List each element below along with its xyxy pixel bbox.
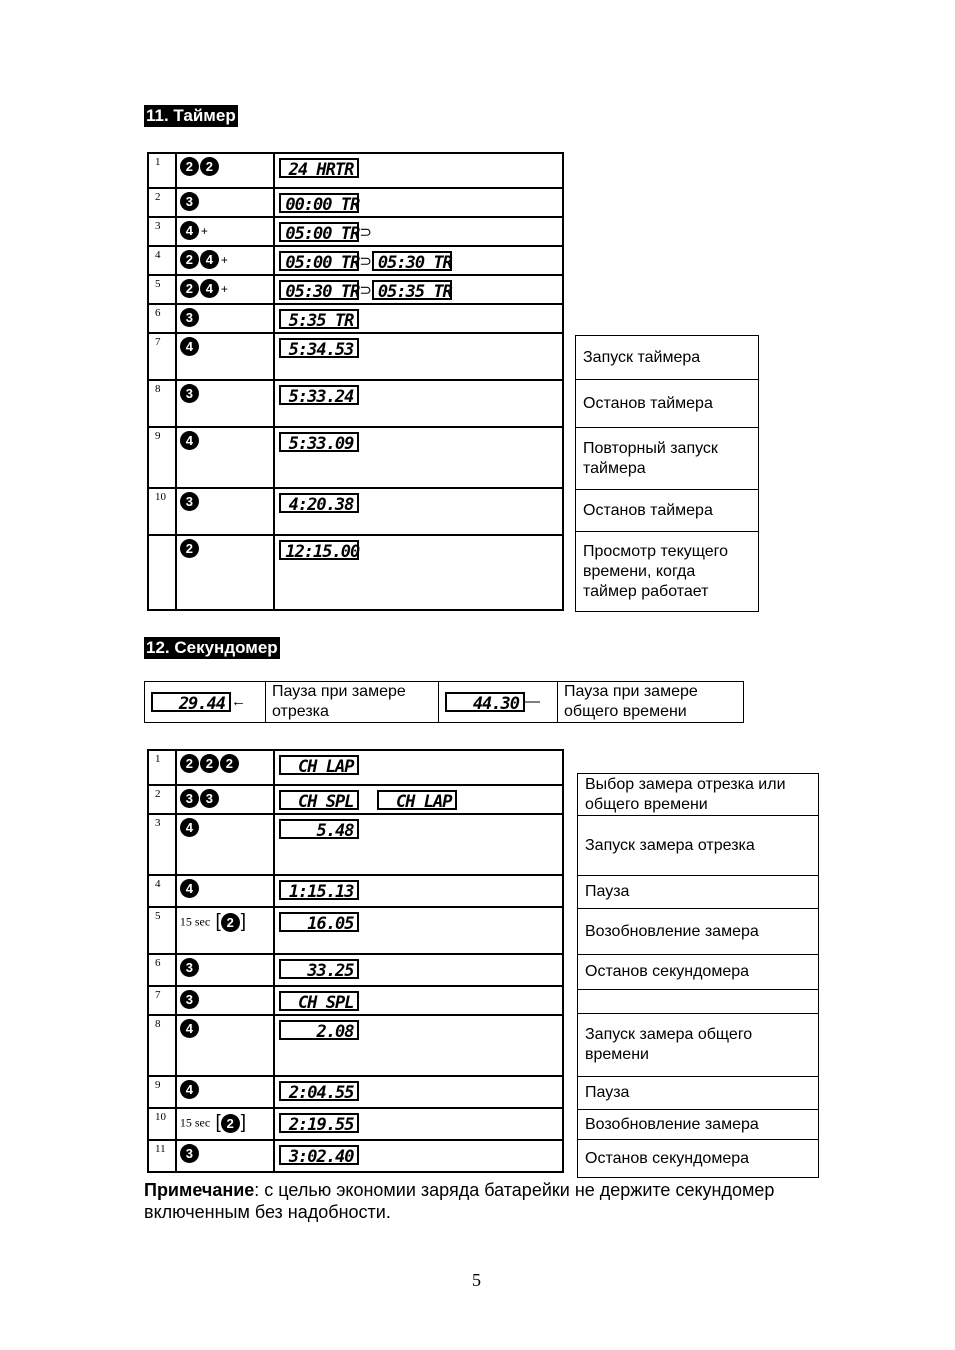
table-row [148,750,563,785]
button-3-icon: 3 [180,384,199,403]
button-4-icon: 4 [180,1019,199,1038]
description-row [576,532,759,612]
plus-icon: + [220,252,228,267]
interval-label: 15 sec [179,1115,211,1130]
left-arrow-icon: ← [231,692,246,710]
description-text: Останов секундомера [578,955,819,990]
step-display-cell [274,304,563,333]
stopwatch-descriptions-table [577,773,819,1178]
lcd-display: 5:34.53 [279,338,359,358]
step-display-cell [274,1108,563,1140]
lcd-display: 4:20.38 [279,493,359,513]
note-label: Примечание [144,1180,255,1200]
table-row [148,333,563,380]
description-text: Останов секундомера [578,1140,819,1178]
step-number: 5 [148,275,176,304]
button-2-icon: 2 [221,913,240,932]
description-row [578,774,819,816]
table-row [148,1108,563,1140]
lcd-display: 05:30 TR [279,280,359,300]
step-number: 1 [148,153,176,188]
description-row [576,336,759,380]
table-row [148,535,563,610]
step-number: 5 [148,907,176,954]
description-row [578,955,819,990]
description-text: Останов таймера [576,490,759,532]
lcd-display: 05:30 TR [372,251,452,271]
step-keys [176,188,274,217]
table-row [148,954,563,986]
lcd-display: 05:00 TR [279,251,359,271]
description-text: Возобновление замера [578,1110,819,1140]
step-number: 6 [148,304,176,333]
step-display-cell [274,488,563,535]
step-display-cell [274,246,563,275]
description-text [578,990,819,1014]
description-row [576,490,759,532]
button-3-icon: 3 [200,789,219,808]
lcd-display: 05:35 TR [372,280,452,300]
stopwatch-section-title: 12. Секундомер [146,638,278,657]
button-3-icon: 3 [180,308,199,327]
lcd-display: 1:15.13 [279,880,359,900]
button-2-icon: 2 [220,754,239,773]
page-number: 5 [472,1270,481,1290]
lcd-display: 00:00 TR [279,193,359,213]
table-row [148,1140,563,1172]
description-row [578,909,819,955]
step-number: 2 [148,785,176,814]
description-text: Просмотр текущего времени, когда таймер работает [576,532,759,612]
step-display-cell [274,750,563,785]
step-keys [176,380,274,427]
step-keys [176,275,274,304]
button-4-icon: 4 [200,250,219,269]
lcd-display: 44.30 [445,692,525,712]
lcd-display: 29.44 [151,692,231,712]
table-row [148,785,563,814]
lcd-display: 2.08 [279,1020,359,1040]
description-row [578,990,819,1014]
button-3-icon: 3 [180,492,199,511]
button-2-icon: 2 [221,1114,240,1133]
description-row [578,876,819,909]
step-display-cell [274,785,563,814]
step-display-cell [274,1140,563,1172]
lcd-display: 16.05 [279,912,359,932]
step-keys [176,246,274,275]
step-number: 6 [148,954,176,986]
lcd-display: 24 HRTR [279,158,359,178]
button-2-icon: 2 [180,250,199,269]
table-row [148,814,563,875]
table-row [148,188,563,217]
description-text: Пауза [578,1077,819,1110]
step-keys [176,1140,275,1172]
dash-icon: — [525,692,540,710]
button-3-icon: 3 [180,789,199,808]
description-row [578,1140,819,1178]
step-number: 7 [148,986,176,1015]
table-row [148,1015,563,1076]
step-number: 9 [148,1076,176,1108]
legend-lap-text: Пауза при замере отрезка [266,682,439,723]
description-text: Запуск таймера [576,336,759,380]
step-display-cell [274,875,563,907]
step-display-cell [274,217,563,246]
step-display-cell [274,1076,563,1108]
timer-section-title: 11. Таймер [146,106,236,125]
step-number: 1 [148,750,176,785]
button-3-icon: 3 [180,192,199,211]
stopwatch-steps-table [147,749,564,1173]
bracket-close-icon: ] [240,1112,247,1133]
step-number: 3 [148,814,176,875]
lcd-display: 12:15.00 [279,540,359,560]
description-row [576,428,759,490]
timer-steps-table [147,152,564,611]
step-number: 2 [148,188,176,217]
step-display-cell [274,535,563,610]
lcd-display: CH LAP [279,755,359,775]
step-display-cell [274,986,563,1015]
battery-note [144,1179,784,1223]
step-keys [176,488,274,535]
timer-descriptions-table [575,335,759,612]
table-row [148,427,563,488]
table-row [148,304,563,333]
step-display-cell [274,1015,563,1076]
lcd-display: 33.25 [279,959,359,979]
bracket-close-icon: ] [240,911,247,932]
description-text: Запуск замера отрезка [578,816,819,876]
button-4-icon: 4 [200,279,219,298]
lcd-display: 2:19.55 [279,1113,359,1133]
step-display-cell [274,275,563,304]
lcd-display: 3:02.40 [279,1145,359,1165]
lcd-display: 5:33.24 [279,385,359,405]
description-row [578,1077,819,1110]
step-number: 10 [148,488,176,535]
description-text: Выбор замера отрезка или общего времени [578,774,819,816]
button-4-icon: 4 [180,431,199,450]
step-keys [176,954,275,986]
lcd-display: CH SPL [279,790,359,810]
description-row [578,1110,819,1140]
legend-total-display-cell [439,682,558,723]
legend-total-text: Пауза при замере общего времени [558,682,744,723]
description-text: Останов таймера [576,380,759,428]
button-3-icon: 3 [180,958,199,977]
step-number: 11 [148,1140,176,1172]
step-keys [176,1108,275,1140]
interval-label: 15 sec [179,914,211,929]
lcd-display: 5:35 TR [279,309,359,329]
loop-arrow-icon: ⊃ [359,253,372,270]
description-text: Возобновление замера [578,909,819,955]
lcd-display: 5:33.09 [279,432,359,452]
step-keys [176,875,275,907]
bracket-open-icon: [ [210,1112,221,1133]
step-keys [176,427,274,488]
step-number: 8 [148,1015,176,1076]
button-2-icon: 2 [200,754,219,773]
step-keys [176,750,275,785]
step-keys [176,986,275,1015]
step-keys [176,535,274,610]
step-number: 9 [148,427,176,488]
description-text: Запуск замера общего времени [578,1014,819,1077]
button-4-icon: 4 [180,221,199,240]
table-row [148,488,563,535]
button-4-icon: 4 [180,337,199,356]
note-text: : с целью экономии заряда батарейки не держите секундомер включенным без надобности. [144,1180,775,1222]
loop-arrow-icon: ⊃ [359,282,372,299]
description-row [578,1014,819,1077]
step-keys [176,814,275,875]
stopwatch-legend-table [144,681,744,723]
step-display-cell [274,380,563,427]
step-display-cell [274,333,563,380]
button-2-icon: 2 [200,157,219,176]
button-4-icon: 4 [180,818,199,837]
table-row [148,153,563,188]
step-number: 10 [148,1108,176,1140]
lcd-display: CH LAP [377,790,457,810]
lcd-display: 5.48 [279,819,359,839]
step-number: 4 [148,246,176,275]
lcd-display: CH SPL [279,991,359,1011]
bracket-open-icon: [ [210,911,221,932]
table-row [148,1076,563,1108]
table-row [148,907,563,954]
plus-icon: + [220,281,228,296]
step-keys [176,304,274,333]
legend-lap-display-cell [145,682,266,723]
step-display-cell [274,427,563,488]
lcd-display: 2:04.55 [279,1081,359,1101]
description-text: Повторный запуск таймера [576,428,759,490]
table-row [148,380,563,427]
table-row [148,986,563,1015]
step-display-cell [274,188,563,217]
button-2-icon: 2 [180,279,199,298]
step-display-cell [274,814,563,875]
step-keys [176,907,275,954]
button-4-icon: 4 [180,879,199,898]
button-2-icon: 2 [180,539,199,558]
lcd-display: 05:00 TR [279,222,359,242]
description-text: Пауза [578,876,819,909]
table-row [148,875,563,907]
table-row [148,275,563,304]
step-number: 4 [148,875,176,907]
table-row [148,246,563,275]
step-number [148,535,176,610]
step-keys [176,333,274,380]
description-row [576,380,759,428]
step-keys [176,153,274,188]
button-2-icon: 2 [180,754,199,773]
step-display-cell [274,153,563,188]
step-number: 7 [148,333,176,380]
description-row [578,816,819,876]
step-number: 8 [148,380,176,427]
plus-icon: + [200,223,208,238]
step-number: 3 [148,217,176,246]
step-display-cell [274,907,563,954]
step-keys [176,1015,275,1076]
button-4-icon: 4 [180,1080,199,1099]
button-2-icon: 2 [180,157,199,176]
step-keys [176,785,275,814]
button-3-icon: 3 [180,990,199,1009]
step-display-cell [274,954,563,986]
loop-arrow-icon: ⊃ [359,224,372,241]
button-3-icon: 3 [180,1144,199,1163]
step-keys [176,217,274,246]
table-row [148,217,563,246]
step-keys [176,1076,275,1108]
